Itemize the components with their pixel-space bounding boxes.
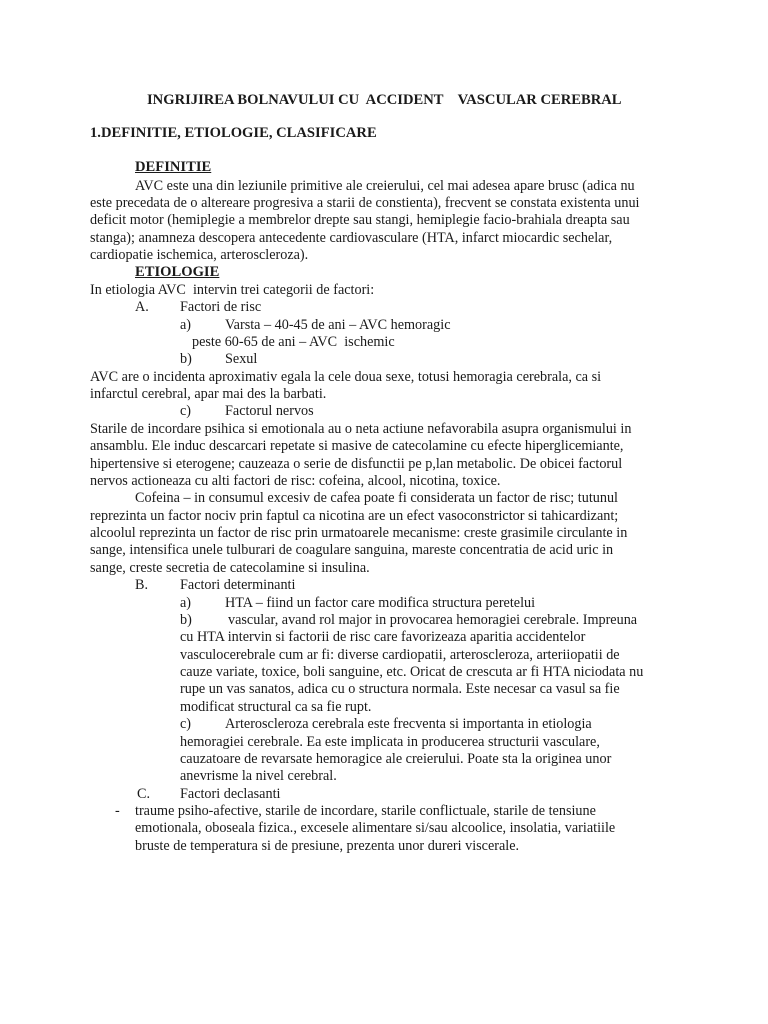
paragraph-line: deficit motor (hemiplegie a membrelor drepte sau stangi, hemiplegie facio-brahiala dreapta sau <box>90 212 630 228</box>
list-marker: c) <box>180 716 192 732</box>
list-marker: B. <box>135 577 149 593</box>
list-marker: b) <box>180 351 192 367</box>
paragraph-line: alcoolul reprezinta un factor de risc prin urmatoarele mecanisme: creste grasimile circulante in <box>90 525 628 541</box>
paragraph-line: sange, intensifica unele tulburari de coagulare sanguina, mareste concentratia de acid uric in <box>90 542 614 558</box>
list-item-text: Sexul <box>225 351 258 367</box>
definitie-heading: DEFINITIE <box>135 159 212 175</box>
paragraph-line: hipertensive si eterogene; cauzeaza o serie de disfunctii pe p,lan metabolic. De obicei factorul <box>90 456 623 472</box>
paragraph-line: sange, creste secretia de catecolamine si insulina. <box>90 560 370 576</box>
list-marker: a) <box>180 317 192 333</box>
paragraph-line: Cofeina – in consumul excesiv de cafea poate fi considerata un factor de risc; tutunul <box>135 490 618 506</box>
paragraph-line: stanga); anamneza descopera antecedente cardiovasculare (HTA, infarct miocardic sechelar, <box>90 230 613 246</box>
list-item-text: HTA – fiind un factor care modifica structura peretelui <box>225 595 536 611</box>
paragraph-line: infarctul cerebral, apar mai des la barbati. <box>90 386 327 402</box>
list-label: Factori determinanti <box>180 577 296 593</box>
paragraph-line: reprezinta un factor nociv prin faptul ca nicotina are un efect vasoconstrictor si tahicardizant; <box>90 508 619 524</box>
paragraph-line: ansamblu. Ele induc descarcari repetate si masive de catecolamine cu efecte hiperglicemiante, <box>90 438 624 454</box>
list-item-text: vascular, avand rol major in provocarea hemoragiei cerebrale. Impreuna <box>228 612 638 628</box>
list-item-text: Factorul nervos <box>225 403 314 419</box>
list-marker: a) <box>180 595 192 611</box>
list-item-text: traume psiho-afective, starile de incordare, starile conflictuale, starile de tensiune <box>135 803 596 819</box>
list-item-text: modificat structural ca sa fie rupt. <box>180 699 372 715</box>
list-item-text: Arteroscleroza cerebrala este frecventa si importanta in etiologia <box>225 716 592 732</box>
section-heading: 1.DEFINITIE, ETIOLOGIE, CLASIFICARE <box>90 125 377 141</box>
list-item-text: peste 60-65 de ani – AVC ischemic <box>192 334 395 350</box>
list-label: Factori de risc <box>180 299 262 315</box>
list-marker: c) <box>180 403 192 419</box>
list-label: Factori declasanti <box>180 786 281 802</box>
list-item-text: vasculocerebrale cum ar fi: diverse cardiopatii, arteroscleroza, arteriiopatii de <box>180 647 620 663</box>
paragraph-line: Starile de incordare psihica si emotionala au o neta actiune nefavorabila asupra organismului in <box>90 421 632 437</box>
etiologie-heading: ETIOLOGIE <box>135 264 220 280</box>
list-item-text: bruste de temperatura si de presiune, prezenta unor dureri viscerale. <box>135 838 520 854</box>
list-item-text: rupe un vas sanatos, adica cu o structura normala. Este necesar ca vasul sa fie <box>180 681 620 697</box>
list-marker: A. <box>135 299 149 315</box>
paragraph-line: AVC are o incidenta aproximativ egala la cele doua sexe, totusi hemoragia cerebrala, ca si <box>90 369 602 385</box>
dash-bullet: - <box>115 803 120 819</box>
paragraph-line: AVC este una din leziunile primitive ale creierului, cel mai adesea apare brusc (adica nu <box>135 178 635 194</box>
paragraph-line: este precedata de o altereare progresiva a starii de constienta), frecvent se constata existenta unui <box>90 195 640 211</box>
list-item-text: cauze variate, toxice, boli sanguine, etc. Oricat de crescuta ar fi HTA niciodata nu <box>180 664 644 680</box>
list-item-text: cu HTA intervin si factorii de risc care favorizeaza aparitia accidentelor <box>180 629 586 645</box>
list-marker: b) <box>180 612 192 628</box>
list-item-text: anevrisme la nivel cerebral. <box>180 768 337 784</box>
list-item-text: hemoragiei cerebrale. Ea este implicata in producerea structurii vasculare, <box>180 734 600 750</box>
paragraph-line: nervos actioneaza cu alti factori de risc: cofeina, alcool, nicotina, toxice. <box>90 473 501 489</box>
list-marker: C. <box>137 786 151 802</box>
etiologie-intro: In etiologia AVC intervin trei categorii de factori: <box>90 282 375 298</box>
list-item-text: cauzatoare de revarsate hemoragice ale creierului. Poate sta la originea unor <box>180 751 612 767</box>
list-item-text: emotionala, oboseala fizica., excesele alimentare si/sau alcoolice, insolatia, variatiile <box>135 820 616 836</box>
paragraph-line: cardiopatie ischemica, arteroscleroza). <box>90 247 309 263</box>
document-title: INGRIJIREA BOLNAVULUI CU ACCIDENT VASCULAR CEREBRAL <box>147 92 622 108</box>
list-item-text: Varsta – 40-45 de ani – AVC hemoragic <box>225 317 451 333</box>
